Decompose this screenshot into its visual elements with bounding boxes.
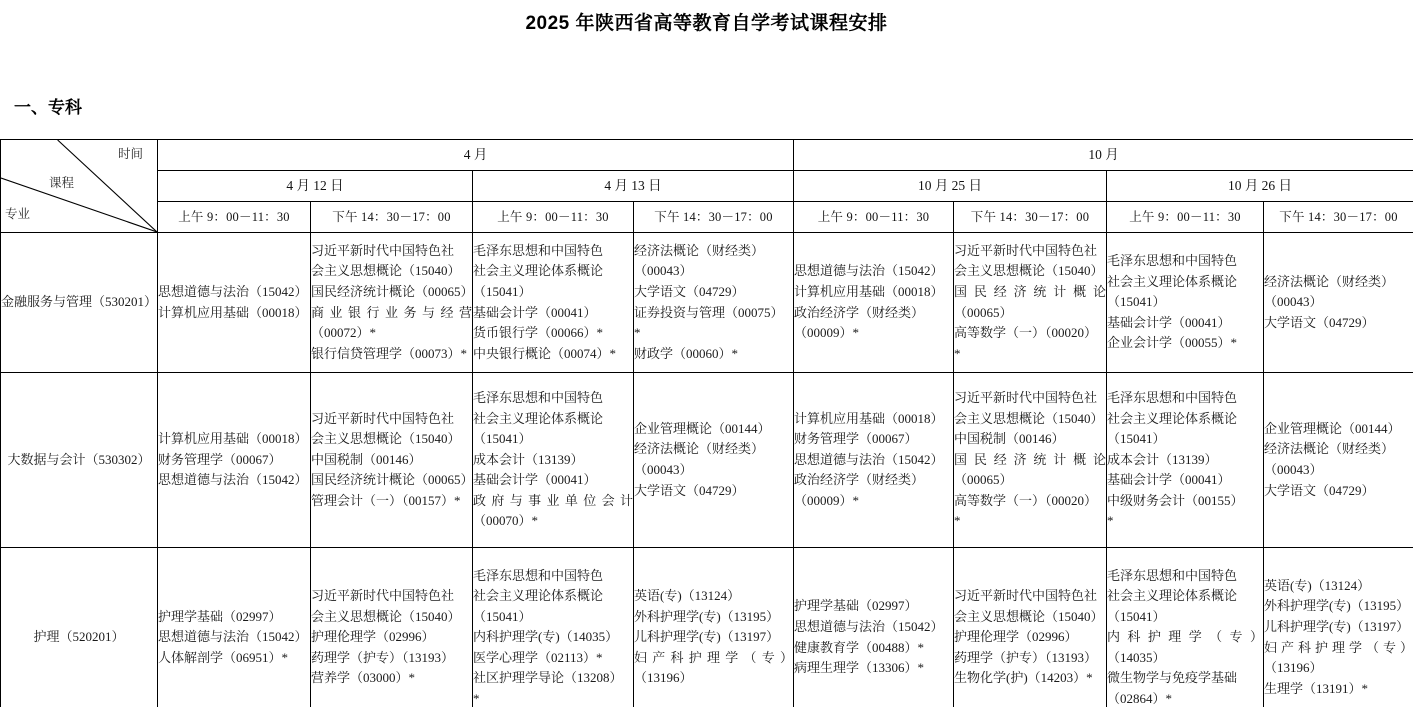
course-list-cell	[158, 233, 311, 373]
course-line: 英语(专)（13124）	[634, 588, 741, 604]
course-line: （00009）*	[794, 492, 860, 508]
course-line: 会主义思想概论（15040）	[954, 263, 1104, 279]
course-line: 大学语文（04729）	[634, 283, 745, 299]
course-line: 思想道德与法治（15042）	[794, 618, 944, 634]
course-line: 国 民 经 济 统 计 概 论	[954, 283, 1106, 299]
course-line: 中国税制（00146）	[311, 451, 422, 467]
course-line: 生物化学(护)（14203）*	[954, 670, 1093, 686]
exam-schedule-table	[0, 139, 1413, 707]
table-row	[1, 548, 1413, 707]
course-line: 高等数学（一）（00020）	[954, 325, 1098, 341]
course-line: 会主义思想概论（15040）	[954, 410, 1104, 426]
table-header	[1, 140, 1413, 233]
course-line: 护理学基础（02997）	[794, 598, 918, 614]
course-line: 国 民 经 济 统 计 概 论	[954, 451, 1106, 467]
course-line: 成本会计（13139）	[1107, 451, 1218, 467]
course-line: 国民经济统计概论（00065）	[311, 472, 474, 488]
course-line: 习近平新时代中国特色社	[954, 242, 1098, 258]
course-line: 思想道德与法治（15042）	[158, 629, 308, 645]
course-line: 基础会计学（00041）	[473, 304, 597, 320]
course-line: 企业管理概论（00144）	[1264, 420, 1401, 436]
course-line: （13196）	[634, 670, 693, 686]
course-list-cell	[311, 373, 473, 548]
course-line: （13196）	[1264, 660, 1323, 676]
course-line: 商 业 银 行 业 务 与 经 营	[311, 304, 472, 320]
course-line: （15041）	[473, 608, 532, 624]
course-line: 政治经济学（财经类）	[794, 304, 925, 320]
course-list-cell	[634, 233, 794, 373]
header-month-april: 4 月	[158, 140, 794, 171]
header-row-day	[1, 171, 1413, 202]
course-line: 中级财务会计（00155）	[1107, 492, 1244, 508]
course-line: 会主义思想概论（15040）	[311, 608, 461, 624]
course-line: 妇 产 科 护 理 学 （ 专 ）	[1264, 639, 1413, 655]
section-heading: 一、专科	[14, 98, 82, 117]
course-line: 政治经济学（财经类）	[794, 472, 925, 488]
course-list-cell	[473, 373, 634, 548]
header-row-month	[1, 140, 1413, 171]
course-line: 国民经济统计概论（00065）	[311, 283, 474, 299]
course-line: 内科护理学(专)（14035）	[473, 629, 619, 645]
header-session-3: 上午 9：00－11：30	[473, 202, 634, 233]
course-line: 会主义思想概论（15040）	[311, 263, 461, 279]
table-row	[1, 233, 1413, 373]
course-list-cell	[311, 548, 473, 707]
course-line: 成本会计（13139）	[473, 451, 584, 467]
course-line: 证券投资与管理（00075）	[634, 304, 784, 320]
course-line: 中央银行概论（00074）*	[473, 345, 617, 361]
course-list-cell	[158, 373, 311, 548]
course-line: 妇 产 科 护 理 学 （ 专 ）	[634, 649, 793, 665]
course-line: 基础会计学（00041）	[473, 472, 597, 488]
course-line: 基础会计学（00041）	[1107, 314, 1231, 330]
course-line: 社会主义理论体系概论	[473, 588, 604, 604]
course-line: （15041）	[473, 283, 532, 299]
course-line: 社会主义理论体系概论	[1107, 273, 1238, 289]
course-line: 计算机应用基础（00018）	[158, 304, 308, 320]
course-list-cell	[1107, 548, 1264, 707]
table-row	[1, 373, 1413, 548]
course-line: 社会主义理论体系概论	[473, 263, 604, 279]
course-line: （00009）*	[794, 325, 860, 341]
course-line: 儿科护理学(专)（13197）	[634, 629, 780, 645]
course-line: *	[1107, 513, 1114, 529]
header-row-session	[1, 202, 1413, 233]
corner-label-time: 时间	[117, 147, 143, 161]
header-day-apr-13: 4 月 13 日	[473, 171, 794, 202]
course-line: （00065）	[954, 304, 1013, 320]
course-list-cell	[634, 548, 794, 707]
course-line: （15041）	[1107, 608, 1166, 624]
course-line: 社会主义理论体系概论	[473, 410, 604, 426]
course-line: 护理学基础（02997）	[158, 608, 282, 624]
course-line: 生理学（13191）*	[1264, 680, 1369, 696]
course-list-cell	[794, 373, 954, 548]
course-line: 外科护理学(专)（13195）	[1264, 598, 1410, 614]
course-line: 微生物学与免疫学基础	[1107, 670, 1238, 686]
major-name-cell: 金融服务与管理（530201）	[1, 233, 158, 373]
course-line: 人体解剖学（06951）*	[158, 649, 289, 665]
course-list-cell	[473, 233, 634, 373]
course-list-cell	[473, 548, 634, 707]
course-list-cell	[954, 548, 1107, 707]
course-line: 货币银行学（00066）*	[473, 325, 604, 341]
course-line: （00043）	[634, 263, 693, 279]
course-line: *	[954, 513, 961, 529]
header-session-4: 下午 14：30－17：00	[634, 202, 794, 233]
course-line: 健康教育学（00488）*	[794, 639, 925, 655]
course-line: *	[634, 325, 641, 341]
course-line: 毛泽东思想和中国特色	[1107, 567, 1238, 583]
course-line: 计算机应用基础（00018）	[794, 283, 944, 299]
course-line: 社会主义理论体系概论	[1107, 410, 1238, 426]
header-session-1: 上午 9：00－11：30	[158, 202, 311, 233]
course-line: 习近平新时代中国特色社	[311, 242, 455, 258]
course-list-cell	[1264, 548, 1413, 707]
corner-label-course: 课程	[49, 176, 75, 190]
corner-header-cell	[1, 140, 158, 233]
course-line: 社区护理学导论（13208）	[473, 670, 623, 686]
course-line: 护理伦理学（02996）	[311, 629, 435, 645]
header-session-2: 下午 14：30－17：00	[311, 202, 473, 233]
course-line: 护理伦理学（02996）	[954, 629, 1078, 645]
course-line: 毛泽东思想和中国特色	[1107, 390, 1238, 406]
course-line: （00065）	[954, 472, 1013, 488]
header-session-7: 上午 9：00－11：30	[1107, 202, 1264, 233]
course-line: 会主义思想概论（15040）	[954, 608, 1104, 624]
course-line: 企业会计学（00055）*	[1107, 335, 1238, 351]
major-name-cell: 大数据与会计（530302）	[1, 373, 158, 548]
header-day-apr-12: 4 月 12 日	[158, 171, 473, 202]
course-line: 大学语文（04729）	[1264, 482, 1375, 498]
header-session-6: 下午 14：30－17：00	[954, 202, 1107, 233]
course-line: 习近平新时代中国特色社	[311, 410, 455, 426]
course-list-cell	[1264, 373, 1413, 548]
course-line: 毛泽东思想和中国特色	[473, 390, 604, 406]
course-line: 大学语文（04729）	[634, 482, 745, 498]
course-list-cell	[954, 373, 1107, 548]
course-line: 思想道德与法治（15042）	[794, 451, 944, 467]
course-line: （15041）	[473, 431, 532, 447]
course-line: （00070）*	[473, 513, 539, 529]
course-list-cell	[794, 548, 954, 707]
course-line: 内 科 护 理 学 （ 专 ）	[1107, 629, 1263, 645]
course-line: （00043）	[634, 462, 693, 477]
course-line: 思想道德与法治（15042）	[158, 472, 308, 488]
course-line: 毛泽东思想和中国特色	[473, 567, 604, 583]
header-day-oct-25: 10 月 25 日	[794, 171, 1107, 202]
course-line: 儿科护理学(专)（13197）	[1264, 618, 1410, 634]
course-list-cell	[954, 233, 1107, 373]
course-line: 经济法概论（财经类）	[634, 242, 765, 258]
course-line: 大学语文（04729）	[1264, 314, 1375, 330]
course-line: 病理生理学（13306）*	[794, 660, 925, 676]
header-session-5: 上午 9：00－11：30	[794, 202, 954, 233]
course-line: 习近平新时代中国特色社	[954, 390, 1098, 406]
course-line: 思想道德与法治（15042）	[794, 263, 944, 279]
course-line: 政 府 与 事 业 单 位 会 计	[473, 492, 633, 508]
course-line: 企业管理概论（00144）	[634, 420, 771, 436]
course-line: 中国税制（00146）	[954, 431, 1065, 447]
course-line: （15041）	[1107, 431, 1166, 447]
page-title: 2025 年陕西省高等教育自学考试课程安排	[525, 13, 888, 34]
course-line: 思想道德与法治（15042）	[158, 283, 308, 299]
table-body	[1, 233, 1413, 707]
course-list-cell	[158, 548, 311, 707]
course-line: 药理学（护专）（13193）	[311, 649, 455, 665]
course-list-cell	[1264, 233, 1413, 373]
course-line: （15041）	[1107, 294, 1166, 310]
course-line: 高等数学（一）（00020）	[954, 492, 1098, 508]
course-line: 财务管理学（00067）	[158, 451, 282, 467]
header-day-oct-26: 10 月 26 日	[1107, 171, 1413, 202]
course-line: （02864）*	[1107, 690, 1173, 706]
course-line: 经济法概论（财经类）	[1264, 441, 1395, 457]
course-line: 计算机应用基础（00018）	[158, 431, 308, 447]
header-month-october: 10 月	[794, 140, 1413, 171]
course-line: 毛泽东思想和中国特色	[473, 242, 604, 258]
course-line: 医学心理学（02113）*	[473, 649, 603, 665]
course-line: （00043）	[1264, 294, 1323, 310]
course-line: *	[954, 345, 961, 361]
course-line: 经济法概论（财经类）	[634, 441, 765, 457]
course-line: （00043）	[1264, 462, 1323, 477]
course-line: 营养学（03000）*	[311, 670, 416, 686]
course-line: 社会主义理论体系概论	[1107, 588, 1238, 604]
course-list-cell	[311, 233, 473, 373]
course-line: 银行信贷管理学（00073）*	[311, 345, 468, 361]
course-line: （00072）*	[311, 325, 377, 341]
course-line: 外科护理学(专)（13195）	[634, 608, 780, 624]
header-session-8: 下午 14：30－17：00	[1264, 202, 1413, 233]
corner-label-major: 专业	[5, 207, 31, 221]
course-list-cell	[1107, 373, 1264, 548]
course-line: 财务管理学（00067）	[794, 431, 918, 447]
course-line: 英语(专)（13124）	[1264, 577, 1371, 593]
course-line: （14035）	[1107, 649, 1166, 665]
course-list-cell	[1107, 233, 1264, 373]
course-line: 药理学（护专）（13193）	[954, 649, 1098, 665]
course-line: 会主义思想概论（15040）	[311, 431, 461, 447]
course-line: 习近平新时代中国特色社	[954, 588, 1098, 604]
course-line: *	[473, 690, 480, 706]
course-line: 财政学（00060）*	[634, 345, 739, 361]
course-list-cell	[634, 373, 794, 548]
course-list-cell	[794, 233, 954, 373]
course-line: 计算机应用基础（00018）	[794, 410, 944, 426]
course-line: 习近平新时代中国特色社	[311, 588, 455, 604]
course-line: 毛泽东思想和中国特色	[1107, 253, 1238, 269]
course-line: 经济法概论（财经类）	[1264, 273, 1395, 289]
course-line: 管理会计（一）（00157）*	[311, 492, 461, 508]
course-line: 基础会计学（00041）	[1107, 472, 1231, 488]
major-name-cell: 护理（520201）	[1, 548, 158, 707]
